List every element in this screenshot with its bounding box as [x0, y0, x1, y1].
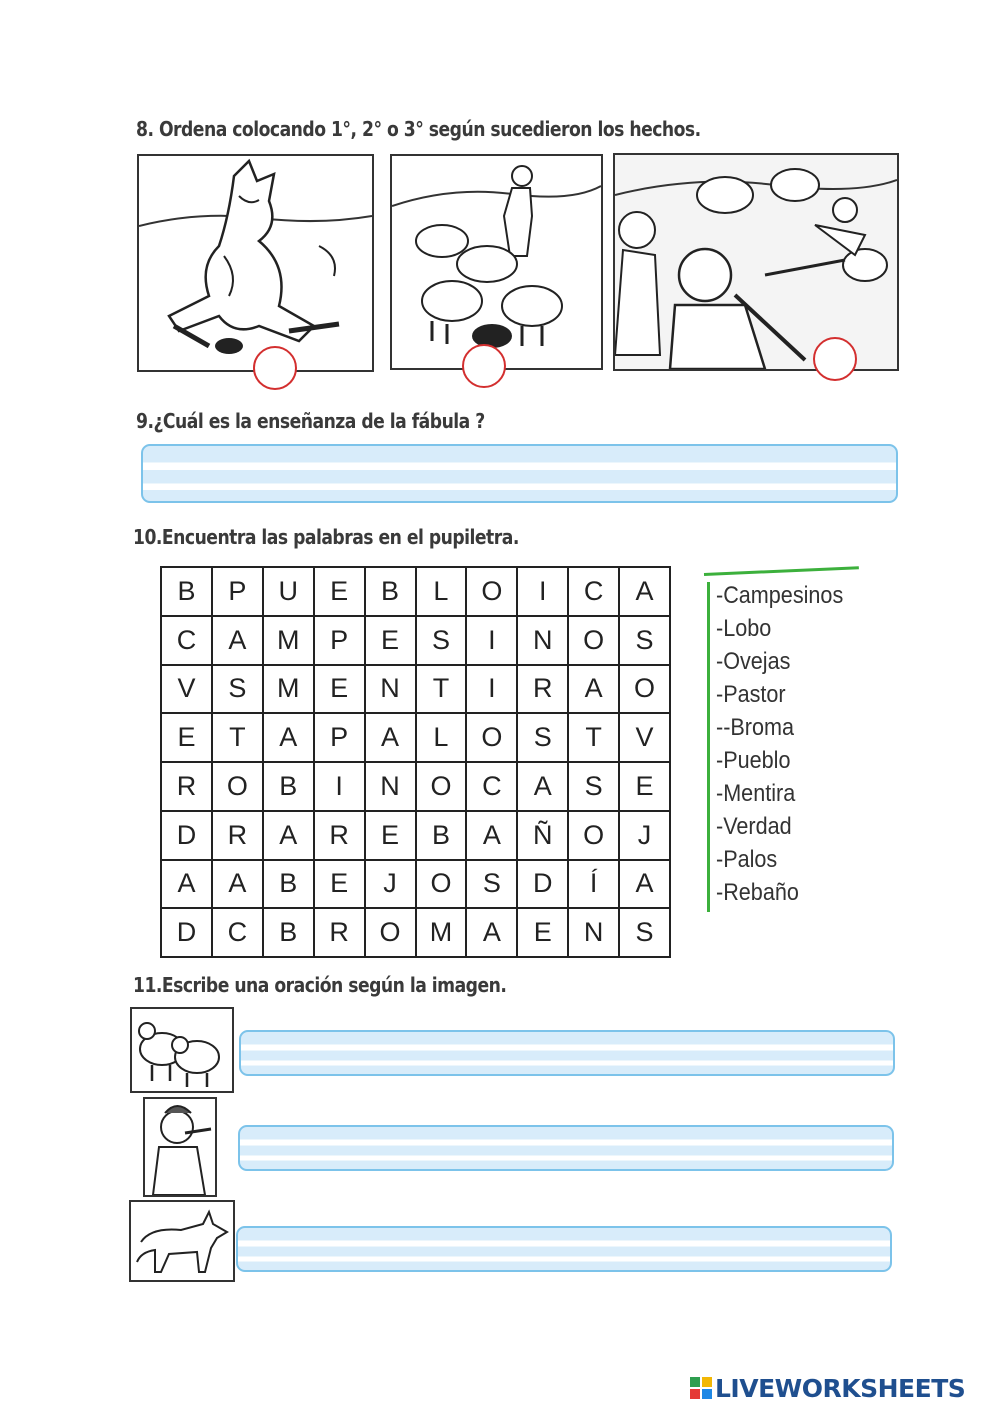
grid-cell[interactable]: D: [517, 860, 568, 909]
grid-cell[interactable]: B: [416, 811, 467, 860]
grid-cell[interactable]: I: [314, 762, 365, 811]
grid-cell[interactable]: A: [263, 811, 314, 860]
grid-cell[interactable]: A: [263, 713, 314, 762]
order-circle-1[interactable]: [253, 346, 297, 390]
wolf-small-icon: [131, 1202, 233, 1280]
word-list-item: -Mentira: [716, 780, 796, 807]
grid-cell[interactable]: E: [619, 762, 670, 811]
word-list-item: --Broma: [716, 714, 795, 741]
grid-cell[interactable]: J: [619, 811, 670, 860]
wolf-thumbnail: [129, 1200, 235, 1282]
grid-cell[interactable]: S: [619, 908, 670, 957]
grid-cell[interactable]: E: [161, 713, 212, 762]
grid-cell[interactable]: O: [568, 811, 619, 860]
grid-cell[interactable]: A: [212, 616, 263, 665]
grid-cell[interactable]: O: [416, 762, 467, 811]
grid-cell[interactable]: O: [365, 908, 416, 957]
grid-cell[interactable]: I: [466, 665, 517, 714]
grid-cell[interactable]: V: [161, 665, 212, 714]
grid-cell[interactable]: A: [466, 811, 517, 860]
grid-cell[interactable]: O: [619, 665, 670, 714]
grid-cell[interactable]: E: [365, 811, 416, 860]
grid-cell[interactable]: R: [314, 811, 365, 860]
grid-cell[interactable]: B: [263, 908, 314, 957]
sheep-icon: [132, 1009, 232, 1091]
grid-cell[interactable]: A: [619, 567, 670, 616]
grid-cell[interactable]: N: [568, 908, 619, 957]
grid-cell[interactable]: M: [416, 908, 467, 957]
grid-cell[interactable]: T: [568, 713, 619, 762]
sentence-field-shepherd[interactable]: [238, 1125, 894, 1171]
grid-cell[interactable]: P: [314, 713, 365, 762]
shepherd-sheep-picture: [390, 154, 603, 370]
brand-name: LIVEWORKSHEETS: [715, 1373, 966, 1403]
grid-cell[interactable]: L: [416, 567, 467, 616]
question-9-title: 9.¿Cuál es la enseñanza de la fábula ?: [136, 409, 485, 433]
wolf-icon: [139, 156, 372, 370]
shepherd-icon: [392, 156, 601, 368]
word-list-item: -Pueblo: [716, 747, 791, 774]
word-list-item: -Rebaño: [716, 879, 799, 906]
grid-cell[interactable]: L: [416, 713, 467, 762]
grid-cell[interactable]: O: [466, 713, 517, 762]
grid-cell[interactable]: C: [568, 567, 619, 616]
question-8-title: 8. Ordena colocando 1°, 2° o 3° según sucedieron los hechos.: [136, 117, 701, 141]
grid-cell[interactable]: A: [365, 713, 416, 762]
grid-cell[interactable]: P: [314, 616, 365, 665]
word-list-item: -Palos: [716, 846, 778, 873]
grid-cell[interactable]: O: [212, 762, 263, 811]
grid-cell[interactable]: R: [314, 908, 365, 957]
grid-cell[interactable]: B: [263, 860, 314, 909]
grid-cell[interactable]: S: [416, 616, 467, 665]
grid-cell[interactable]: A: [568, 665, 619, 714]
grid-cell[interactable]: N: [517, 616, 568, 665]
grid-cell[interactable]: S: [212, 665, 263, 714]
sentence-field-wolf[interactable]: [236, 1226, 892, 1272]
grid-cell[interactable]: A: [212, 860, 263, 909]
grid-cell[interactable]: R: [212, 811, 263, 860]
wolf-eating-picture: [137, 154, 374, 372]
word-list-item: -Pastor: [716, 681, 786, 708]
grid-cell[interactable]: I: [517, 567, 568, 616]
grid-cell[interactable]: V: [619, 713, 670, 762]
word-search-grid: [160, 566, 671, 958]
grid-cell[interactable]: A: [517, 762, 568, 811]
grid-cell[interactable]: N: [365, 665, 416, 714]
order-circle-2[interactable]: [462, 344, 506, 388]
grid-cell[interactable]: O: [568, 616, 619, 665]
villagers-picture: [613, 153, 899, 371]
question-10-title: 10.Encuentra las palabras en el pupiletra.: [133, 525, 519, 549]
word-list: [707, 582, 870, 912]
grid-cell[interactable]: O: [416, 860, 467, 909]
shepherd-thumbnail: [143, 1097, 217, 1197]
word-list-item: -Lobo: [716, 615, 772, 642]
sentence-field-sheep[interactable]: [239, 1030, 895, 1076]
grid-cell[interactable]: M: [263, 665, 314, 714]
grid-cell[interactable]: S: [568, 762, 619, 811]
grid-cell[interactable]: S: [466, 860, 517, 909]
liveworksheets-brand: [690, 1372, 965, 1404]
grid-cell[interactable]: U: [263, 567, 314, 616]
word-list-top-divider: [704, 566, 859, 576]
word-list-item: -Ovejas: [716, 648, 791, 675]
shepherd-boy-icon: [145, 1099, 215, 1195]
grid-cell[interactable]: O: [466, 567, 517, 616]
order-circle-3[interactable]: [813, 337, 857, 381]
sheep-thumbnail: [130, 1007, 234, 1093]
grid-cell[interactable]: E: [314, 860, 365, 909]
grid-cell[interactable]: I: [466, 616, 517, 665]
question-11-title: 11.Escribe una oración según la imagen.: [133, 973, 507, 997]
grid-cell[interactable]: E: [365, 616, 416, 665]
grid-cell[interactable]: T: [212, 713, 263, 762]
grid-cell[interactable]: S: [619, 616, 670, 665]
grid-cell[interactable]: B: [263, 762, 314, 811]
grid-cell[interactable]: E: [314, 665, 365, 714]
grid-cell[interactable]: C: [212, 908, 263, 957]
grid-cell[interactable]: N: [365, 762, 416, 811]
moral-answer-field[interactable]: [141, 444, 898, 503]
grid-cell[interactable]: D: [161, 811, 212, 860]
grid-cell[interactable]: J: [365, 860, 416, 909]
grid-cell[interactable]: C: [466, 762, 517, 811]
word-list-item: -Campesinos: [716, 582, 844, 609]
grid-cell[interactable]: A: [619, 860, 670, 909]
liveworksheets-logo-icon: [690, 1377, 712, 1399]
grid-cell[interactable]: Í: [568, 860, 619, 909]
grid-cell[interactable]: R: [517, 665, 568, 714]
word-list-item: -Verdad: [716, 813, 792, 840]
grid-cell[interactable]: S: [517, 713, 568, 762]
grid-cell[interactable]: B: [161, 567, 212, 616]
grid-cell[interactable]: E: [517, 908, 568, 957]
grid-cell[interactable]: M: [263, 616, 314, 665]
villagers-icon: [615, 155, 897, 369]
grid-cell[interactable]: T: [416, 665, 467, 714]
grid-cell[interactable]: A: [161, 860, 212, 909]
grid-cell[interactable]: Ñ: [517, 811, 568, 860]
grid-cell[interactable]: A: [466, 908, 517, 957]
grid-cell[interactable]: B: [365, 567, 416, 616]
grid-cell[interactable]: E: [314, 567, 365, 616]
grid-cell[interactable]: C: [161, 616, 212, 665]
grid-cell[interactable]: R: [161, 762, 212, 811]
grid-cell[interactable]: D: [161, 908, 212, 957]
grid-cell[interactable]: P: [212, 567, 263, 616]
